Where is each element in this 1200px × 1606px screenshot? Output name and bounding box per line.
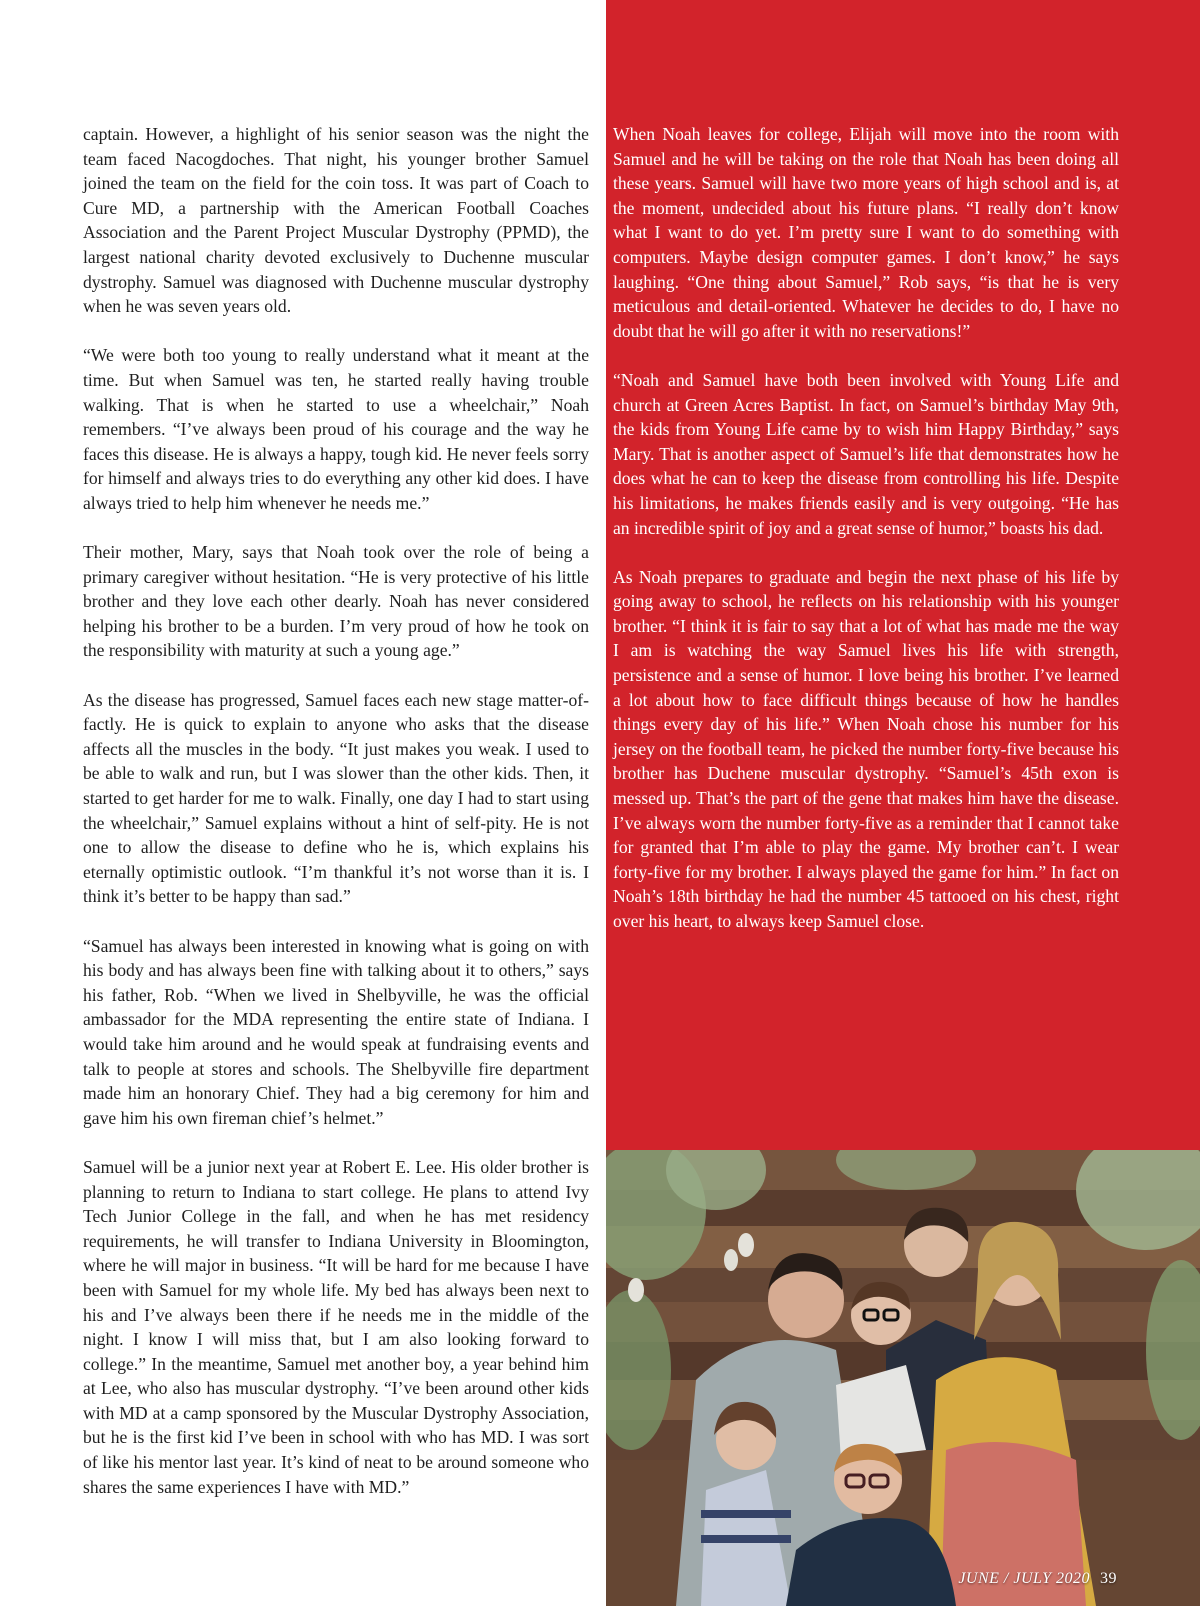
paragraph: When Noah leaves for college, Elijah will move into the room with Samuel and he will be taking on the role that Noah has been doing all these years. Samuel will have two more years of high school and is, at the moment, undecided about his future plans. “I really don’t know what I want to do yet. I’m pretty sure I want to do something with computers. Maybe design computer games. I don’t know,” he says laughing. “One thing about Samuel,” Rob says, “is that he is very meticulous and detail-oriented. Whatever he decides to do, I have no doubt that he will go after it with no reservations!” bbox=[613, 124, 1119, 341]
left-text-column bbox=[83, 122, 589, 1499]
paragraph: Their mother, Mary, says that Noah took over the role of being a primary caregiver without hesitation. “He is very protective of his little brother and they love each other dearly. Noah has never considered helping his brother to be a burden. I’m very proud of how he took on the responsibility with maturity at such a young age.” bbox=[83, 542, 589, 661]
paragraph: “We were both too young to really understand what it meant at the time. But when Samuel was ten, he started really having trouble walking. That is when he started to use a wheelchair,” Noah remembers. “I’ve always been proud of his courage and the way he faces this disease. He is always a happy, tough kid. He never feels sorry for himself and always tries to do everything any other kid does. I have always tried to help him whenever he needs me.” bbox=[83, 345, 589, 513]
paragraph: As the disease has progressed, Samuel faces each new stage matter-of-factly. He is quick to explain to anyone who asks that the disease affects all the muscles in the body. “It just makes you weak. I used to be able to walk and run, but I was slower than the other kids. Then, it started to get harder for me to walk. Finally, one day I had to start using the wheelchair,” Samuel explains without a hint of self-pity. He is not one to allow the disease to define who he is, which explains his eternally optimistic outlook. “I’m thankful it’s not worse than it is. I think it’s better to be happy than sad.” bbox=[83, 689, 589, 907]
family-photo bbox=[606, 1150, 1200, 1606]
paragraph: Samuel will be a junior next year at Robert E. Lee. His older brother is planning to return to Indiana to start college. He plans to attend Ivy Tech Junior College in the fall, and when he has met residency requirements, he will transfer to Indiana University in Bloomington, where he will major in business. “It will be hard for me because I have been with Samuel for my whole life. My bed has always been next to his and I’ve always been there if he needs me in the middle of the night. I know I will miss that, but I am also looking forward to college.” In the meantime, Samuel met another boy, a year behind him at Lee, who also has muscular dystrophy. “I’ve been around other kids with MD at a camp sponsored by the Muscular Dystrophy Association, but he is the first kid I’ve been in school with who has MD. I was sort of like his mentor last year. It’s kind of neat to be around someone who shares the same experiences I have with MD.” bbox=[83, 1156, 589, 1497]
paragraph: As Noah prepares to graduate and begin the next phase of his life by going away to school, he reflects on his relationship with his younger brother. “I think it is fair to say that a lot of what has made me the way I am is watching the way Samuel lives his life with strength, persistence and a sense of humor. I love being his brother. I’ve learned a lot about how to face difficult things because of how he handles things every day of his life.” When Noah chose his number for his jersey on the football team, he picked the number forty-five because his brother has Duchene muscular dystrophy. “Samuel’s 45th exon is messed up. That’s the part of the gene that makes him have the disease. I’ve always worn the number forty-five as a reminder that I cannot take for granted that I’m able to play the game. My brother can’t. I wear forty-five for my brother. I always played the game for him.” In fact on Noah’s 18th birthday he had the number 45 tattooed on his chest, right over his heart, to always keep Samuel close. bbox=[613, 566, 1119, 931]
paragraph: “Samuel has always been interested in knowing what is going on with his body and has always been fine with talking about it to others,” says his father, Rob. “When we lived in Shelbyville, he was the official ambassador for the MDA representing the entire state of Indiana. I would take him around and he would speak at fundraising events and talk to people at stores and schools. The Shelbyville fire department made him an honorary Chief. They had a big ceremony for him and gave him his own fireman chief’s helmet.” bbox=[83, 935, 589, 1128]
right-text-column bbox=[613, 122, 1119, 934]
issue-date: JUNE / JULY 2020 bbox=[958, 1570, 1090, 1587]
page-number: 39 bbox=[1100, 1570, 1117, 1587]
page-folio bbox=[958, 1570, 1117, 1588]
paragraph: “Noah and Samuel have both been involved with Young Life and church at Green Acres Baptist. In fact, on Samuel’s birthday May 9th, the kids from Young Life came by to wish him Happy Birthday,” says Mary. That is another aspect of Samuel’s life that demonstrates how he does what he can to keep the disease from controlling his life. Despite his limitations, he makes friends easily and is very outgoing. “He has an incredible spirit of joy and a great sense of humor,” boasts his dad. bbox=[613, 369, 1119, 538]
paragraph: captain. However, a highlight of his senior season was the night the team faced Nacogdoches. That night, his younger brother Samuel joined the team on the field for the coin toss. It was part of Coach to Cure MD, a partnership with the American Football Coaches Association and the Parent Project Muscular Dystrophy (PPMD), the largest national charity devoted exclusively to Duchenne muscular dystrophy. Samuel was diagnosed with Duchenne muscular dystrophy when he was seven years old. bbox=[83, 124, 589, 317]
